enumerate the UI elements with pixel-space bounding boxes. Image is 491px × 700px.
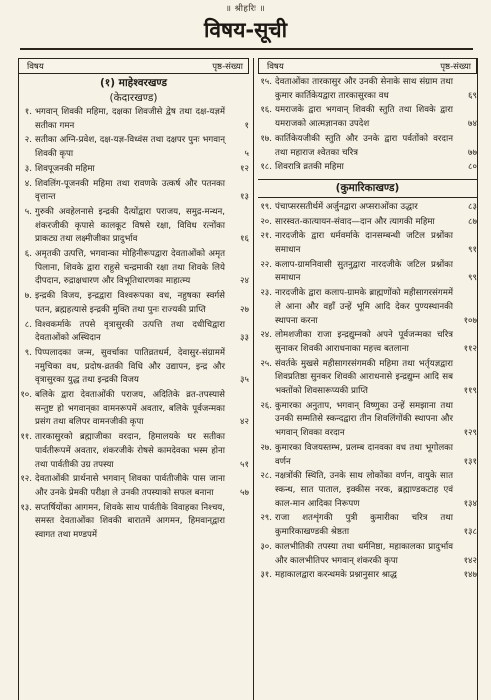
toc-entry: [258, 470, 477, 512]
toc-entry: [258, 442, 477, 470]
toc-entry: [258, 287, 477, 329]
entry-page-number: १४७: [463, 570, 477, 581]
toc-entry: [258, 329, 477, 357]
entry-number: ३१.: [260, 570, 272, 581]
entry-page-number: ११९: [463, 386, 477, 397]
entry-title: कुमारका विजयस्तम्भ, प्रलम्ब दानवका वध तथा भूगोलका वर्णन: [275, 442, 453, 467]
entry-page-number: १२: [240, 163, 249, 174]
entry-page-number: १३: [240, 192, 249, 203]
entry-title: शिवपूजनकी महिमा: [35, 163, 95, 174]
entry-page-number: ६९: [468, 90, 477, 101]
entry-page-number: ४२: [240, 417, 249, 428]
entry-title: गुरुकी अवहेलनासे इन्द्रकी दैत्योंद्वारा पराजय, समुद्र-मन्थन, शंकरजीकी कृपासे कालकूट विषसे रक्षा, विविध रत्नोंका प्राकट्य तथा लक्ष्मीजीका प्रादुर्भाव: [35, 206, 225, 245]
toc-entry: [258, 358, 477, 400]
entry-page-number: ५: [244, 149, 249, 160]
entry-page-number: ७४: [468, 119, 477, 130]
right-entry-list: [258, 76, 477, 176]
left-column-header: [18, 58, 249, 74]
entry-number: ६.: [24, 249, 32, 260]
toc-entry: [258, 76, 477, 104]
entry-title: नारदजीके द्वारा कलाप-ग्रामके ब्राह्मणोंको महीसागरसंगममें ले आना और वहाँ उन्हें भूमि आदि देकर पुण्यस्थानकी स्थापना करना: [275, 288, 453, 326]
toc-entry: [18, 134, 249, 162]
toc-entry: [18, 347, 249, 389]
entry-page-number: १२९: [463, 428, 477, 439]
entry-title: कार्तिकेयजीकी स्तुति और उनके द्वारा पर्वतोंको वरदान तथा महाराज श्वेतका चरित्र: [275, 133, 453, 158]
entry-number: ७.: [24, 291, 32, 302]
toc-entry: [18, 473, 249, 501]
entry-number: १.: [24, 107, 32, 117]
entry-number: १६.: [260, 105, 272, 116]
entry-title: बलिके द्वारा देवताओंकी पराजय, अदितिके व्रत-तपस्यासे सन्तुष्ट हो भगवान्‌का वामनरूपमें अवतार, बलिके पूर्वजन्मका प्रसंग तथा बलिपर वामनजीकी कृपा: [35, 390, 225, 428]
entry-page-number: १०७: [463, 315, 477, 326]
entry-title: देवताओंका तारकासुर और उनकी सेनाके साथ संग्राम तथा कुमार कार्तिकेयद्वारा तारकासुरका वध: [275, 77, 453, 101]
right-column: [258, 58, 477, 584]
page-title: विषय-सूची: [203, 18, 288, 42]
toc-entry: [258, 259, 477, 287]
entry-title: नारदजीके द्वारा धर्मवर्माके दानसम्बन्धी जटिल प्रश्नोंका समाधान: [275, 231, 453, 256]
khanda-title: (१) माहेश्वरखण्ड: [99, 77, 168, 89]
entry-number: १७.: [260, 133, 272, 144]
entry-page-number: ११२: [463, 343, 477, 354]
page-number-heading: पृष्ठ-संख्या: [212, 62, 243, 72]
entry-number: ४.: [24, 178, 32, 189]
entry-number: २९.: [260, 513, 272, 524]
left-entry-list: [18, 106, 249, 544]
entry-number: १२.: [20, 474, 32, 485]
entry-number: २८.: [260, 471, 272, 482]
khanda-subtitle: (केदारखण्ड): [109, 92, 158, 104]
entry-number: २७.: [260, 442, 272, 453]
entry-number: १३.: [20, 502, 32, 513]
entry-title: सतीका अग्नि-प्रवेश, दक्ष-यज्ञ-विध्वंस तथा दक्षपर पुनः भगवान् शिवकी कृपा: [35, 135, 225, 160]
toc-entry: [18, 206, 249, 248]
toc-entry: [18, 248, 249, 290]
entry-title: देवताओंकी प्रार्थनासे भगवान् शिवका पार्वतीजीके पास जाना और उनके प्रेमकी परीक्षा ले उनकी तपस्याको सफल बनाना: [35, 474, 225, 498]
entry-page-number: ५७: [240, 487, 249, 498]
entry-number: २०.: [260, 216, 272, 227]
toc-entry: [258, 541, 477, 569]
entry-page-number: १: [244, 120, 249, 131]
entry-number: २६.: [260, 400, 272, 411]
entry-number: १८.: [260, 162, 272, 173]
left-column-body: [18, 76, 249, 544]
entry-number: २४.: [260, 330, 272, 341]
entry-title: भगवान् शिवकी महिमा, दक्षका शिवजीसे द्वेष तथा दक्ष-यज्ञमें सतीका गमन: [35, 107, 225, 131]
page-number-heading: पृष्ठ-संख्या: [440, 62, 471, 72]
entry-page-number: ८३: [468, 201, 477, 212]
entry-page-number: १३१: [463, 456, 477, 467]
subject-heading: विषय: [27, 62, 44, 72]
toc-entry: [258, 230, 477, 258]
column-divider: [253, 58, 254, 700]
right-entry-list: [258, 201, 477, 584]
toc-entry: [258, 400, 477, 442]
entry-title: संवर्तके मुखसे महीसागरसंगमकी महिमा तथा भर्तृयज्ञद्वारा शिवप्रतिष्ठा सुनकर शिवकी आराधनासे इन्द्रद्युम्न आदि सब भक्तोंको शिवसारूप्यकी प्राप्ति: [275, 358, 453, 397]
khanda-title: (कुमारिकाखण्ड): [258, 179, 477, 198]
entry-title: अमृतकी उत्पत्ति, भगवान्का मोहिनीरूपद्वारा देवताओंको अमृत पिलाना, शिवके द्वारा राहुसे चन्द्रमाकी रक्षा तथा शिवके लिये दीपदान, रुद्राक्षधारण और विभूतिधारणका माहात्म्य: [35, 249, 225, 287]
entry-title: सारस्वत-कात्यायन-संवाद—दान और त्यागकी महिमा: [275, 216, 435, 227]
entry-number: ३.: [24, 163, 32, 174]
toc-entry: [258, 216, 477, 231]
entry-page-number: ७७: [468, 147, 477, 158]
entry-title: शिवरात्रि व्रतकी महिमा: [275, 162, 344, 173]
toc-entry: [258, 201, 477, 216]
entry-title: नक्षत्रोंकी स्थिति, उनके साथ लोकोंका वर्णन, वायुके सात स्कन्ध, सात पाताल, इक्कीस नरक, ब्रह्माण्डकटाह एवं काल-मान आदिका निरूपण: [275, 471, 453, 509]
entry-title: तारकासुरको ब्रह्माजीका वरदान, हिमालयके घर सतीका पार्वतीरूपमें अवतार, शंकरजीके रोषसे कामदेवका भस्म होना तथा पार्वतीकी उग्र तपस्या: [35, 432, 225, 470]
subject-heading: विषय: [267, 62, 284, 72]
entry-number: १०.: [20, 390, 32, 401]
entry-title: शिवलिंग-पूजनकी महिमा तथा रावणके उत्कर्ष और पतनका वृत्तान्त: [35, 178, 225, 203]
entry-page-number: १६: [240, 234, 249, 245]
right-column-header: [258, 58, 477, 74]
toc-entry: [18, 319, 249, 347]
entry-number: २५.: [260, 358, 272, 369]
toc-entry: [18, 163, 249, 178]
toc-entry: [18, 389, 249, 431]
toc-entry: [258, 104, 477, 132]
entry-number: १५.: [260, 77, 272, 87]
toc-entry: [18, 106, 249, 134]
entry-page-number: १४२: [463, 555, 477, 566]
entry-number: २३.: [260, 288, 272, 299]
entry-title: कलाप-ग्रामनिवासी सुतनुद्वारा नारदजीके जटिल प्रश्नोंका समाधान: [275, 259, 453, 284]
entry-title: महाकालद्वारा करन्धमके प्रश्नानुसार श्राद्ध: [275, 570, 397, 581]
left-column: [18, 58, 249, 544]
entry-number: २२.: [260, 259, 272, 270]
toc-entry: [258, 133, 477, 161]
entry-page-number: ३५: [240, 375, 249, 386]
entry-title: विश्वकर्माके तपसे वृत्रासुरकी उत्पत्ति तथा दधीचिद्वारा देवताओंको अस्थिदान: [35, 319, 225, 344]
toc-entry: [18, 178, 249, 206]
toc-entry: [18, 290, 249, 318]
entry-title: कुमारका अनुताप, भगवान् विष्णुका उन्हें समझाना तथा उनकी सम्मतिसे स्कन्दद्वारा तीन शिवलिंगोंकी स्थापना और भगवान् शिवका वरदान: [275, 400, 453, 439]
entry-number: ९.: [24, 347, 32, 358]
entry-title: इन्द्रकी विजय, इन्द्रद्वारा विश्वरूपका वध, नहुषका स्वर्गसे पतन, ब्रह्महत्यासे इन्द्रकी मुक्ति तथा पुनः राज्यकी प्राप्ति: [35, 291, 225, 315]
entry-title: पंचाप्सरसतीर्थमें अर्जुनद्वारा अप्सराओंका उद्धार: [275, 201, 418, 212]
entry-title: राजा शतशृंगकी पुत्री कुमारीका चरित्र तथा कुमारिकाखण्डकी श्रेष्ठता: [275, 513, 453, 538]
entry-number: २.: [24, 135, 32, 146]
entry-page-number: ५१: [240, 459, 249, 470]
title-divider: [20, 48, 473, 50]
toc-entry: [258, 569, 477, 584]
toc-entry: [18, 431, 249, 473]
right-column-body: [258, 76, 477, 584]
entry-title: कालभीतिकी तपस्या तथा धर्मनिष्ठा, महाकालका प्रादुर्भाव और कालभीतिपर भगवान् शंकरकी कृपा: [275, 541, 453, 566]
entry-title: पिप्पलादका जन्म, सुवर्चाका पातिव्रतधर्म, देवासुर-संग्राममें नमुचिका वध, प्रदोष-व्रतकी विधि और उद्यापन, इन्द्र और वृत्रासुरका युद्ध तथा इन्द्रकी विजय: [35, 347, 225, 386]
toc-entry: [258, 161, 477, 176]
entry-page-number: १३४: [463, 498, 477, 509]
toc-entry: [18, 502, 249, 544]
entry-page-number: २४: [240, 276, 249, 287]
entry-title: यमराजके द्वारा भगवान् शिवकी स्तुति तथा शिवके द्वारा यमराजको आत्मज्ञानका उपदेश: [275, 105, 453, 130]
entry-page-number: ९९: [468, 273, 477, 284]
entry-page-number: २७: [240, 304, 249, 315]
entry-title: लोमशजीका राजा इन्द्रद्युम्नको अपने पूर्वजन्मका चरित्र सुनाकर शिवकी आराधनाका महत्त्व बतलाना: [275, 330, 453, 354]
top-invocation: ॥ श्रीहरिः ॥: [225, 4, 266, 14]
entry-title: सप्तर्षियोंका आगमन, शिवके साथ पार्वतीके विवाहका निश्चय, समस्त देवताओंका शिवकी बारातमें आगमन, हिमवान्‌द्वारा स्वागत तथा मण्डपमें: [35, 502, 225, 541]
right-border: [477, 58, 478, 700]
entry-number: ५.: [24, 206, 32, 217]
entry-number: ११.: [20, 432, 32, 443]
entry-page-number: ९१: [468, 245, 477, 256]
entry-page-number: ८०: [468, 162, 477, 173]
entry-number: ८.: [24, 319, 32, 330]
entry-page-number: ३३: [240, 333, 249, 344]
entry-page-number: १३८: [463, 527, 477, 538]
entry-number: ३०.: [260, 541, 272, 552]
toc-entry: [258, 512, 477, 540]
entry-page-number: ८७: [468, 216, 477, 227]
entry-number: १९.: [260, 201, 272, 212]
entry-number: २१.: [260, 231, 272, 242]
